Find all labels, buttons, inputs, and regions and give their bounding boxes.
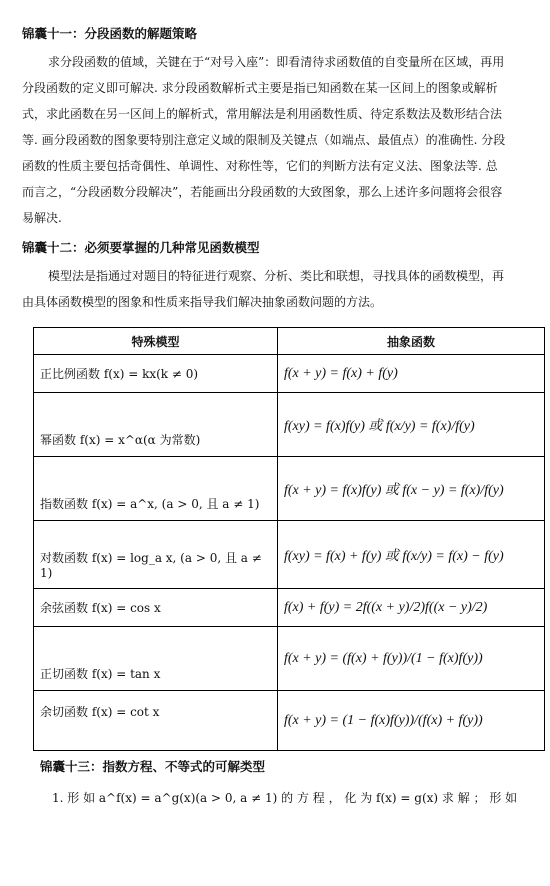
paragraph-line: 分段函数的定义即可解决. 求分段函数解析式主要是指已知函数在某一区间上的图象或解析 bbox=[22, 81, 498, 95]
table-cell-abstract: f(x + y) = f(x)f(y) 或 f(x − y) = f(x)/f(y) bbox=[277, 457, 544, 521]
paragraph-line: 模型法是指通过对题目的特征进行观察、分析、类比和联想，寻找具体的函数模型，再 bbox=[48, 269, 505, 283]
table-cell-abstract: f(x) + f(y) = 2f((x + y)/2)f((x − y)/2) bbox=[277, 589, 544, 627]
paragraph-line: 易解决. bbox=[22, 211, 62, 225]
table-cell-abstract: f(xy) = f(x)f(y) 或 f(x/y) = f(x)/f(y) bbox=[277, 393, 544, 457]
table-cell-abstract: f(x + y) = f(x) + f(y) bbox=[277, 355, 544, 393]
table-header-left: 特殊模型 bbox=[34, 328, 278, 355]
table-cell-model: 余切函数 f(x) = cot x bbox=[34, 691, 278, 751]
paragraph-line: 函数的性质主要包括奇偶性、单调性、对称性等，它们的判断方法有定义法、图象法等. 总 bbox=[22, 159, 498, 173]
function-model-table bbox=[33, 327, 545, 751]
heading-13: 锦囊十三：指数方程、不等式的可解类型 bbox=[40, 759, 266, 774]
heading-12: 锦囊十二：必须要掌握的几种常见函数模型 bbox=[22, 240, 260, 255]
table-cell-abstract: f(x + y) = (1 − f(x)f(y))/(f(x) + f(y)) bbox=[277, 691, 544, 751]
table-cell-model: 正切函数 f(x) = tan x bbox=[34, 627, 278, 691]
paragraph-line: 由具体函数模型的图象和性质来指导我们解决抽象函数问题的方法。 bbox=[22, 295, 383, 309]
table-cell-abstract: f(xy) = f(x) + f(y) 或 f(x/y) = f(x) − f(y) bbox=[277, 521, 544, 589]
table-cell-abstract: f(x + y) = (f(x) + f(y))/(1 − f(x)f(y)) bbox=[277, 627, 544, 691]
table-cell-model: 正比例函数 f(x) = kx(k ≠ 0) bbox=[34, 355, 278, 393]
paragraph-line: 而言之，“分段函数分段解决”，若能画出分段函数的大致图象，那么上述许多问题将会很容 bbox=[22, 185, 503, 199]
paragraph-line: 式，求此函数在另一区间上的解析式，常用解法是利用函数性质、待定系数法及数形结合法 bbox=[22, 107, 503, 121]
heading-11: 锦囊十一：分段函数的解题策略 bbox=[22, 26, 198, 41]
paragraph-line: 求分段函数的值域，关键在于“对号入座”：即看清待求函数值的自变量所在区域，再用 bbox=[48, 55, 505, 69]
paragraph-line: 等. 画分段函数的图象要特别注意定义域的限制及关键点（如端点、最值点）的准确性. 分段 bbox=[22, 133, 506, 147]
table-cell-model: 对数函数 f(x) = log_a x, (a > 0, 且 a ≠ 1) bbox=[34, 521, 278, 589]
table-cell-model: 幂函数 f(x) = x^α(α 为常数) bbox=[34, 393, 278, 457]
table-header-right: 抽象函数 bbox=[277, 328, 544, 355]
table-cell-model: 指数函数 f(x) = a^x, (a > 0, 且 a ≠ 1) bbox=[34, 457, 278, 521]
table-cell-model: 余弦函数 f(x) = cos x bbox=[34, 589, 278, 627]
item-1-line: 1. 形 如 a^f(x) = a^g(x)(a > 0, a ≠ 1) 的 方 程 ， 化 为 f(x) = g(x) 求 解 ； 形 如 bbox=[52, 791, 518, 805]
